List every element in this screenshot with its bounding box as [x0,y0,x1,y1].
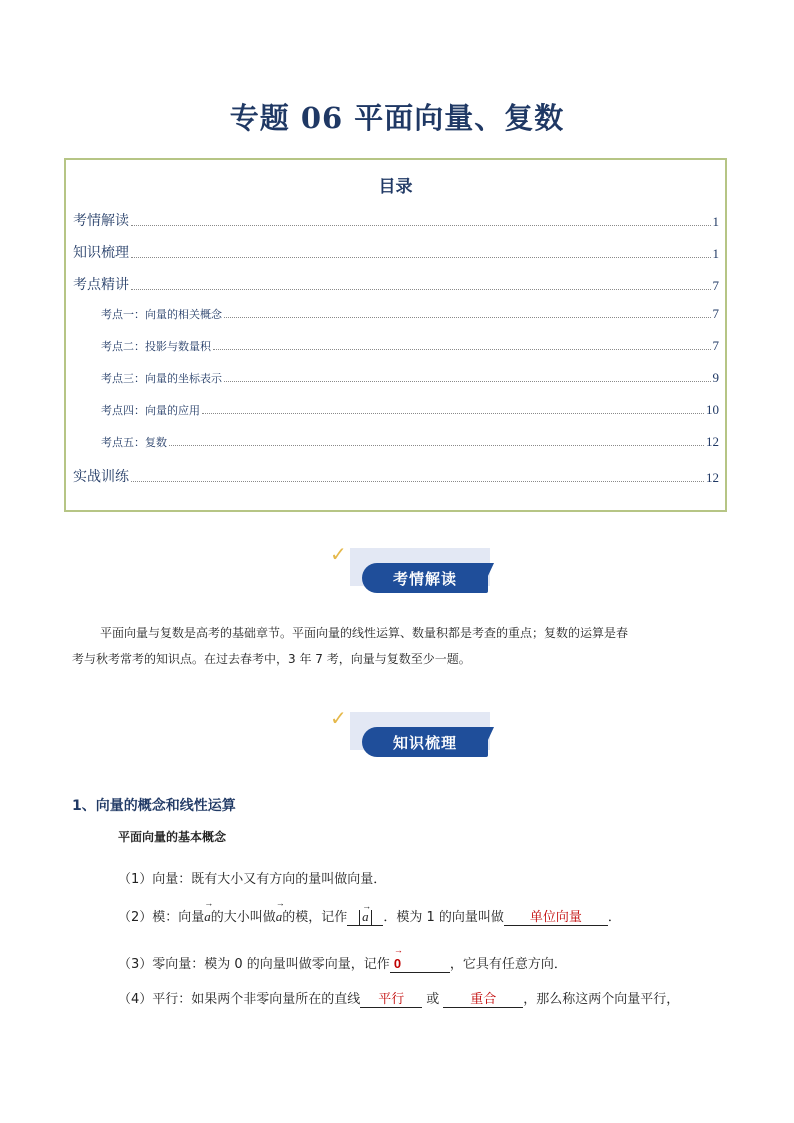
text-span: ，它具有任意方向． [449,957,567,972]
text-span: ．模为 1 的向量叫做 [383,910,504,925]
toc-subentry[interactable] [73,370,719,386]
banner-label: 考情解读 [362,563,488,593]
concept-item-vector: （1）向量：既有大小又有方向的量叫做向量． [118,872,387,887]
toc-entry[interactable] [73,274,719,294]
toc-entry-label: 考点二：投影与数量积 [101,340,211,353]
text-span: ，那么称这两个向量平行， [523,992,680,1007]
vector-a-symbol: → a [204,909,211,925]
subsection-heading: 平面向量的基本概念 [118,830,227,844]
zero-vector-symbol: → 0 [394,956,401,971]
toc-entry[interactable] [73,210,719,230]
toc-entry-label: 考点五：复数 [101,436,167,449]
text-span: （3）零向量：模为 0 的向量叫做零向量，记作 [118,957,390,972]
concept-item-parallel [118,988,679,1008]
table-of-contents [64,158,727,512]
answer-blank: 单位向量 [504,906,608,926]
answer-blank: 重合 [443,988,523,1008]
toc-entry[interactable] [73,466,719,486]
toc-leader-dots [169,445,704,446]
toc-entry-page: 12 [706,434,719,449]
answer-blank: 平行 [360,988,422,1008]
concept-item-zero-vector [118,953,567,973]
toc-subentry[interactable] [73,434,719,450]
text-span: （4）平行：如果两个非零向量所在的直线 [118,992,361,1007]
toc-subentry[interactable] [73,338,719,354]
vector-a-symbol: → a [362,910,369,924]
vector-a-symbol: → a [276,909,283,925]
concept-item-magnitude [118,906,621,926]
toc-leader-dots [224,317,711,318]
toc-entry-page: 9 [712,370,719,385]
page-title: 专题 06 平面向量、复数 [229,101,565,135]
toc-leader-dots [131,225,711,226]
toc-entry-label: 实战训练 [73,469,129,485]
toc-entry[interactable] [73,242,719,262]
paragraph-line: 考与秋考常考的知识点。在过去春考中，3 年 7 考，向量与复数至少一题。 [72,652,471,666]
banner-label: 知识梳理 [362,727,488,757]
toc-entry-label: 知识梳理 [73,245,129,261]
toc-entry-page: 1 [712,246,719,261]
answer-blank [390,956,450,973]
section-heading: 1、向量的概念和线性运算 [72,798,236,814]
text-span: 的模，记作 [282,910,348,925]
text-span: ． [607,910,621,925]
toc-entry-page: 10 [706,402,719,417]
toc-entry-page: 7 [712,338,719,353]
toc-entry-page: 7 [712,306,719,321]
checkmark-icon: ✓ [330,542,347,566]
toc-subentry[interactable] [73,306,719,322]
toc-entry-label: 考点三：向量的坐标表示 [101,372,222,385]
banner-tail [480,727,494,757]
section-banner-knowledge [330,706,500,766]
magnitude-notation [359,910,372,925]
text-span: 的大小叫做 [210,910,276,925]
toc-leader-dots [202,413,704,414]
answer-blank [347,910,383,926]
toc-leader-dots [131,289,711,290]
checkmark-icon: ✓ [330,706,347,730]
toc-entry-label: 考情解读 [73,213,129,229]
toc-subentry[interactable] [73,402,719,418]
analysis-paragraph [72,620,732,672]
toc-leader-dots [213,349,711,350]
toc-leader-dots [131,481,704,482]
toc-entry-page: 1 [712,214,719,229]
toc-heading: 目录 [378,177,413,197]
toc-entry-label: 考点四：向量的应用 [101,404,200,417]
section-banner-analysis [330,542,500,602]
toc-entry-label: 考点精讲 [73,277,129,293]
banner-tail [480,563,494,593]
toc-entry-page: 7 [712,278,719,293]
toc-entry-label: 考点一：向量的相关概念 [101,308,222,321]
text-span: 或 [426,992,440,1007]
toc-leader-dots [224,381,711,382]
toc-entry-page: 12 [706,470,719,485]
text-span: （2）模：向量 [118,910,205,925]
paragraph-line: 平面向量与复数是高考的基础章节。平面向量的线性运算、数量积都是考查的重点；复数的运算是春 [100,626,629,640]
toc-leader-dots [131,257,711,258]
